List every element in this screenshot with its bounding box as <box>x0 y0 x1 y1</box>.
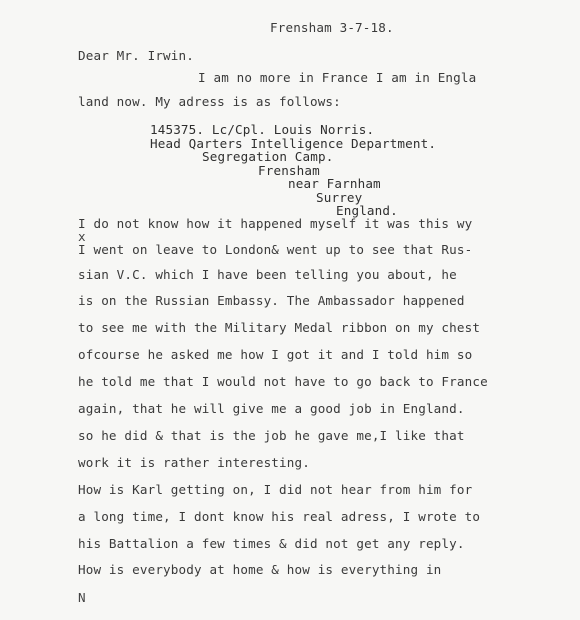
body-line: so he did & that is the job he gave me,I like that <box>78 428 465 443</box>
body-line: How is everybody at home & how is everything in <box>78 562 442 577</box>
body-line: he told me that I would not have to go back to France <box>78 374 488 389</box>
address-line: Surrey <box>316 190 363 205</box>
intro-line: I am no more in France I am in Engla <box>198 70 477 85</box>
body-line: x <box>78 229 86 244</box>
intro-line: land now. My adress is as follows: <box>78 94 341 109</box>
body-line: How is Karl getting on, I did not hear from him for <box>78 482 473 497</box>
address-line: England. <box>336 203 398 218</box>
body-line: N <box>78 590 86 605</box>
address-line: Segregation Camp. <box>202 149 334 164</box>
body-line: I do not know how it happened myself it was this wy <box>78 216 473 231</box>
address-line: Head Qarters Intelligence Department. <box>150 136 437 151</box>
body-line: sian V.C. which I have been telling you about, he <box>78 267 457 282</box>
body-line: I went on leave to London& went up to see that Rus- <box>78 242 473 257</box>
body-line: is on the Russian Embassy. The Ambassador happened <box>78 293 465 308</box>
body-line: to see me with the Military Medal ribbon on my chest <box>78 320 481 335</box>
dateline: Frensham 3-7-18. <box>270 20 394 35</box>
body-line: work it is rather interesting. <box>78 455 310 470</box>
body-line: a long time, I dont know his real adress, I wrote to <box>78 509 481 524</box>
body-line: again, that he will give me a good job in England. <box>78 401 465 416</box>
address-line: Frensham <box>258 163 320 178</box>
body-line: ofcourse he asked me how I got it and I told him so <box>78 347 473 362</box>
salutation: Dear Mr. Irwin. <box>78 48 194 63</box>
address-line: 145375. Lc/Cpl. Louis Norris. <box>150 122 375 137</box>
body-line: his Battalion a few times & did not get any reply. <box>78 536 465 551</box>
address-line: near Farnham <box>288 176 381 191</box>
